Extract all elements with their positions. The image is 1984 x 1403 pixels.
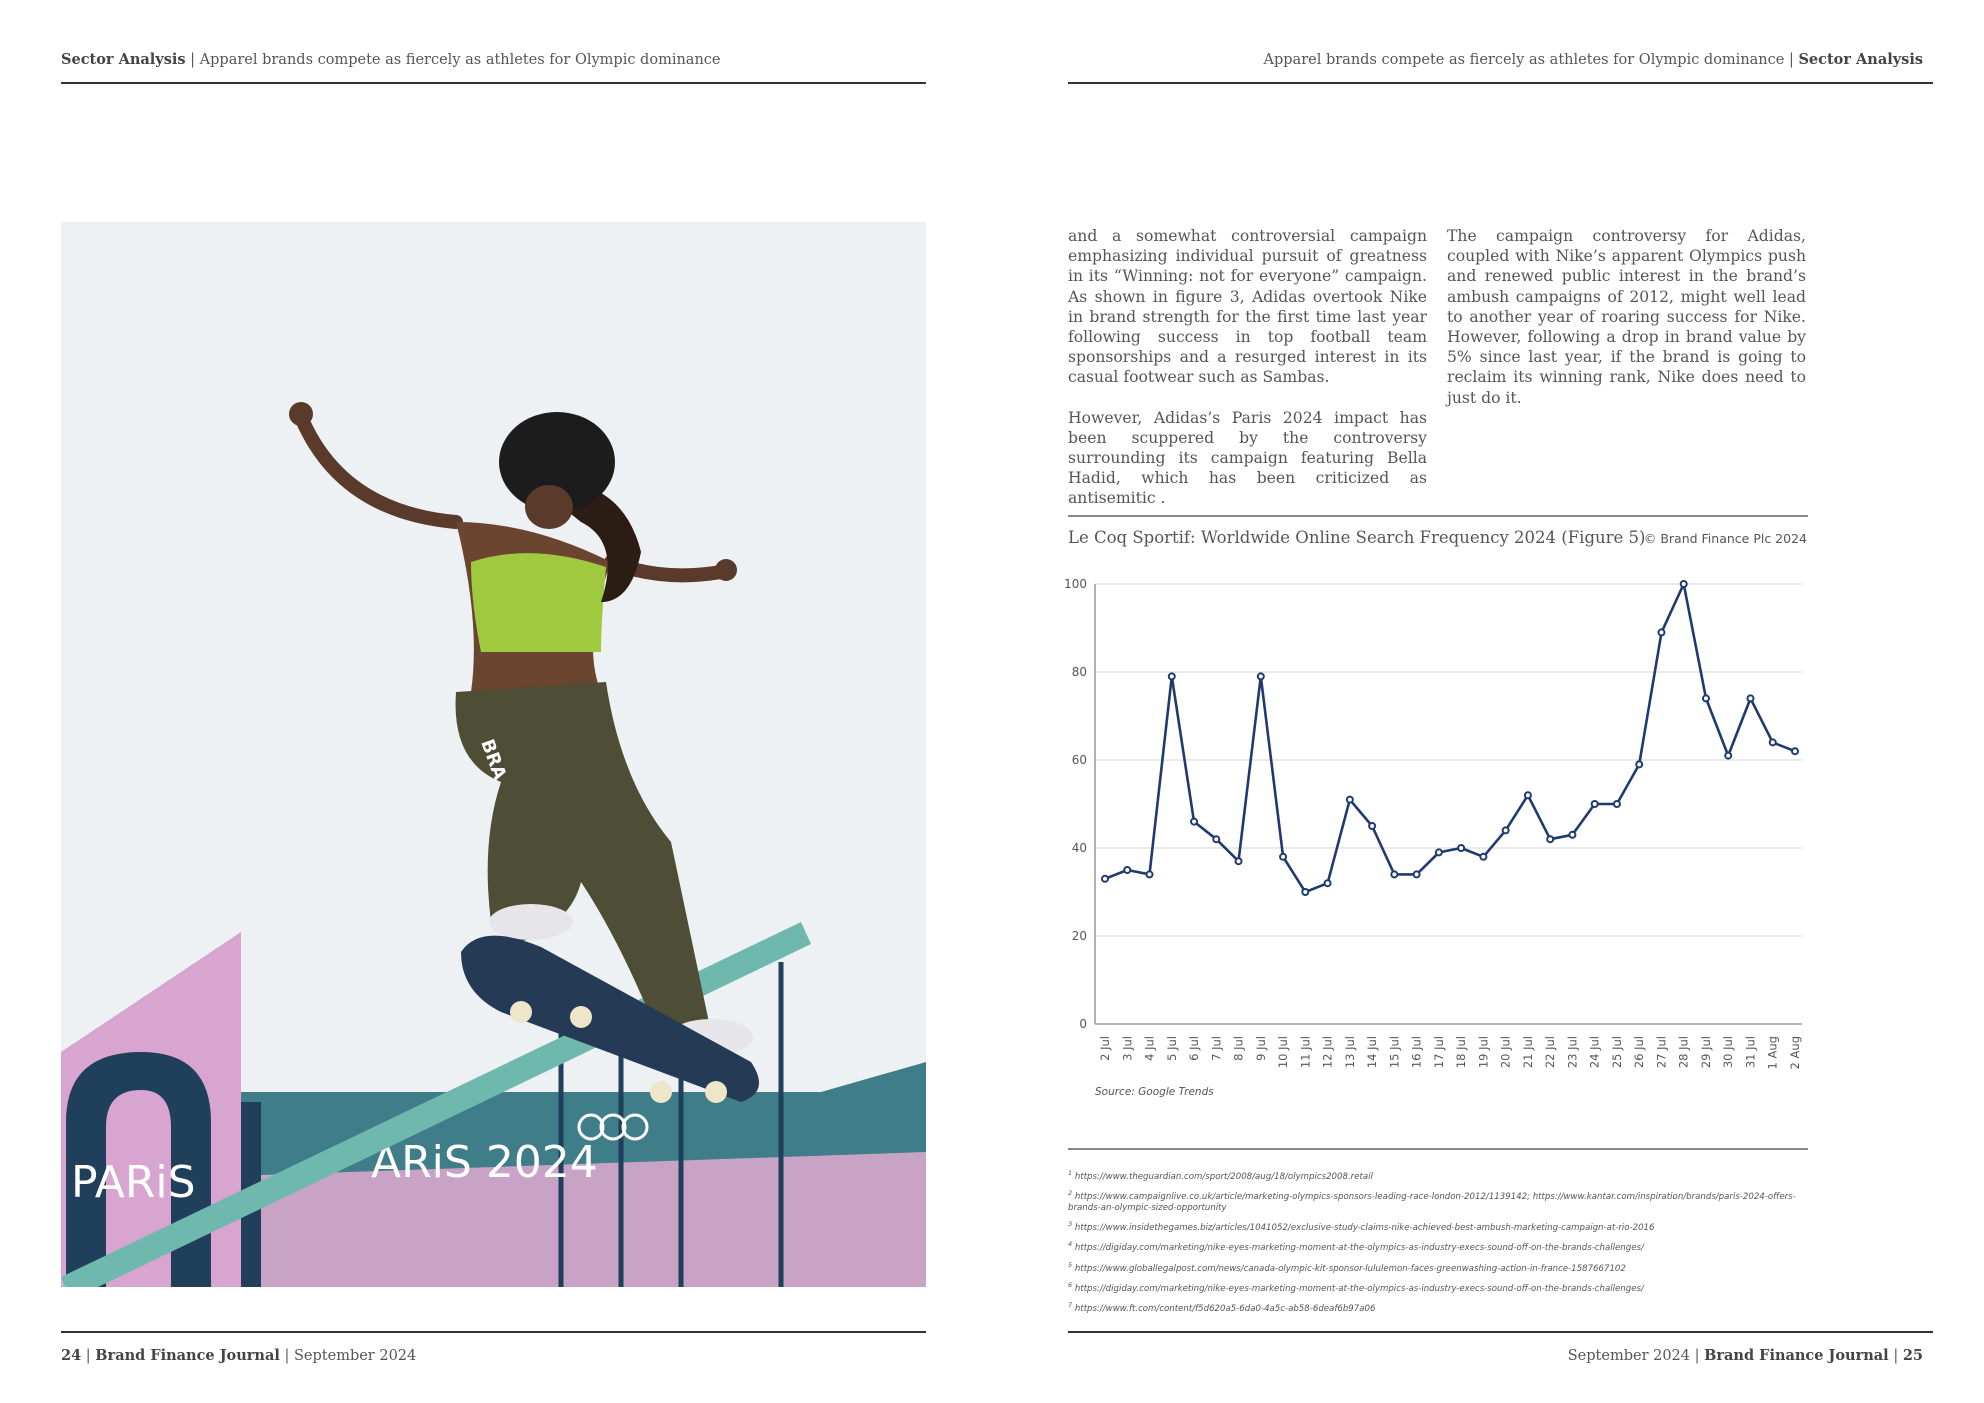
- data-point: [1792, 748, 1798, 754]
- data-point: [1770, 739, 1776, 745]
- footer-separator: |: [284, 1348, 290, 1364]
- data-point: [1703, 695, 1709, 701]
- running-footer-right: [1568, 1347, 1923, 1364]
- data-point: [1569, 832, 1575, 838]
- x-tick-label: 3 Jul: [1120, 1036, 1135, 1061]
- y-tick-label: 20: [1071, 929, 1087, 943]
- running-header-left: [61, 51, 720, 68]
- x-tick-label: 20 Jul: [1498, 1036, 1513, 1069]
- paragraph: and a somewhat controversial campaign emphasizing individual pursuit of greatness in its “Winning: not for everyone” campaign. As shown in figure 3, Adidas overtook Nike in brand strength for the first time last year following success in top football team sponsorships and a resurged interest in its casual footwear such as Sambas.: [1068, 227, 1427, 387]
- data-point: [1391, 871, 1397, 877]
- journal-name: Brand Finance Journal: [1704, 1347, 1889, 1364]
- y-tick-label: 80: [1071, 665, 1087, 679]
- x-tick-label: 11 Jul: [1298, 1036, 1313, 1069]
- page-number: 25: [1902, 1347, 1923, 1364]
- data-point: [1280, 854, 1286, 860]
- x-tick-label: 10 Jul: [1276, 1036, 1291, 1069]
- footnote: [1068, 1239, 1808, 1254]
- paragraph: However, Adidas’s Paris 2024 impact has been scuppered by the controversy surrounding its campaign featuring Bella Hadid, which has been criticized as antisemitic .: [1068, 408, 1427, 508]
- x-tick-label: 26 Jul: [1632, 1036, 1647, 1069]
- footnote-link[interactable]: https://www.insidethegames.biz/articles/1041052/exclusive-study-claims-nike-achieved-best-ambush-marketing-campaign-at-rio-2016: [1074, 1223, 1655, 1234]
- footnote-link[interactable]: https://digiday.com/marketing/nike-eyes-marketing-moment-at-the-olympics-as-industry-execs-sound-off-on-the-brands-challenges/: [1074, 1283, 1644, 1294]
- data-point: [1547, 836, 1553, 842]
- data-point: [1658, 629, 1664, 635]
- x-tick-label: 13 Jul: [1342, 1036, 1357, 1069]
- footnote-link[interactable]: https://www.globallegalpost.com/news/canada-olympic-kit-sponsor-lululemon-faces-greenwashing-action-in-france-1587667102: [1074, 1263, 1626, 1274]
- footer-separator: |: [1694, 1348, 1700, 1364]
- footnote-number: 4: [1068, 1240, 1073, 1249]
- figure-title: Le Coq Sportif: Worldwide Online Search Frequency 2024 (Figure 5): [1068, 528, 1646, 547]
- text-column-1: [1068, 226, 1427, 529]
- x-tick-label: 7 Jul: [1209, 1036, 1224, 1061]
- footnote: [1068, 1188, 1808, 1214]
- footnote: [1068, 1168, 1808, 1183]
- issue-date: September 2024: [1567, 1348, 1691, 1364]
- footnote: [1068, 1300, 1808, 1315]
- data-point: [1369, 823, 1375, 829]
- data-point: [1302, 889, 1308, 895]
- data-point: [1213, 836, 1219, 842]
- header-separator: |: [1788, 52, 1794, 68]
- footer-separator: |: [1893, 1348, 1899, 1364]
- x-tick-label: 24 Jul: [1587, 1036, 1602, 1069]
- footer-separator: |: [85, 1348, 91, 1364]
- page-number: 24: [61, 1347, 82, 1364]
- banner-text-left: PARiS: [71, 1157, 196, 1208]
- header-rule-right: [1068, 82, 1933, 84]
- data-point: [1191, 819, 1197, 825]
- footnote: [1068, 1280, 1808, 1295]
- figure-copyright: © Brand Finance Plc 2024: [1643, 531, 1807, 546]
- search-frequency-line-chart: [1060, 570, 1810, 1085]
- data-point: [1347, 797, 1353, 803]
- data-point: [1414, 871, 1420, 877]
- x-tick-label: 16 Jul: [1409, 1036, 1424, 1069]
- data-point: [1503, 827, 1509, 833]
- x-tick-label: 21 Jul: [1520, 1036, 1535, 1069]
- x-tick-label: 6 Jul: [1187, 1036, 1202, 1061]
- header-rule-left: [61, 82, 926, 84]
- skateboarder-photo: [61, 222, 926, 1287]
- data-point: [1681, 581, 1687, 587]
- footnote-number: 6: [1068, 1280, 1073, 1289]
- jersey-text: BRA: [476, 736, 511, 783]
- text-column-2: [1447, 226, 1806, 428]
- footnote: [1068, 1219, 1808, 1234]
- footnote-link[interactable]: https://www.campaignlive.co.uk/article/marketing-olympics-sponsors-leading-race-london-2012/1139142; https://www.kantar.com/inspiration/brands/paris-2024-offers-brands-an-olympic-sized-opportunity: [1068, 1192, 1796, 1214]
- footer-rule-right: [1068, 1331, 1933, 1333]
- x-tick-label: 17 Jul: [1431, 1036, 1446, 1069]
- series-line: [1105, 584, 1795, 892]
- x-tick-label: 5 Jul: [1164, 1036, 1179, 1061]
- footnotes: [1068, 1168, 1808, 1320]
- data-point: [1747, 695, 1753, 701]
- y-tick-label: 40: [1071, 841, 1087, 855]
- footnote-link[interactable]: https://www.theguardian.com/sport/2008/aug/18/olympics2008.retail: [1074, 1171, 1373, 1182]
- x-tick-label: 8 Jul: [1231, 1036, 1246, 1061]
- data-point: [1614, 801, 1620, 807]
- banner-text-right: ARiS 2024: [371, 1137, 598, 1188]
- data-point: [1169, 673, 1175, 679]
- x-tick-label: 25 Jul: [1609, 1036, 1624, 1069]
- x-tick-label: 29 Jul: [1698, 1036, 1713, 1069]
- footnote-link[interactable]: https://digiday.com/marketing/nike-eyes-marketing-moment-at-the-olympics-as-industry-execs-sound-off-on-the-brands-challenges/: [1074, 1243, 1644, 1254]
- header-separator: |: [190, 52, 196, 68]
- data-point: [1236, 858, 1242, 864]
- data-point: [1436, 849, 1442, 855]
- x-tick-label: 30 Jul: [1721, 1036, 1736, 1069]
- data-point: [1525, 792, 1531, 798]
- data-point: [1480, 854, 1486, 860]
- section-label: Sector Analysis: [1798, 51, 1923, 68]
- y-tick-label: 60: [1071, 753, 1087, 767]
- section-label: Sector Analysis: [61, 51, 186, 68]
- x-tick-label: 27 Jul: [1654, 1036, 1669, 1069]
- footnote-number: 5: [1068, 1260, 1073, 1269]
- x-tick-label: 2 Aug: [1788, 1036, 1802, 1070]
- footnote-link[interactable]: https://www.ft.com/content/f5d620a5-6da0-4a5c-ab58-6deaf6b97a06: [1074, 1303, 1376, 1314]
- footnote-number: 7: [1068, 1300, 1073, 1309]
- x-tick-label: 31 Jul: [1743, 1036, 1758, 1069]
- data-point: [1325, 880, 1331, 886]
- footer-rule-left: [61, 1331, 926, 1333]
- footnote-number: 3: [1068, 1220, 1073, 1229]
- article-title: Apparel brands compete as fiercely as athletes for Olympic dominance: [199, 52, 721, 68]
- data-point: [1725, 753, 1731, 759]
- y-tick-label: 100: [1064, 577, 1087, 591]
- x-tick-label: 15 Jul: [1387, 1036, 1402, 1069]
- chart-source: Source: Google Trends: [1095, 1086, 1214, 1098]
- footnote: [1068, 1260, 1808, 1275]
- x-tick-label: 22 Jul: [1543, 1036, 1558, 1069]
- data-point: [1458, 845, 1464, 851]
- data-point: [1592, 801, 1598, 807]
- x-tick-label: 1 Aug: [1765, 1036, 1780, 1070]
- data-point: [1147, 871, 1153, 877]
- figure-top-rule: [1068, 515, 1808, 517]
- x-tick-label: 19 Jul: [1476, 1036, 1491, 1069]
- x-tick-label: 9 Jul: [1253, 1036, 1268, 1061]
- x-tick-label: 2 Jul: [1098, 1036, 1112, 1061]
- data-point: [1102, 876, 1108, 882]
- running-header-right: [1264, 51, 1923, 68]
- issue-date: September 2024: [293, 1348, 417, 1364]
- running-footer-left: [61, 1347, 416, 1364]
- paragraph: The campaign controversy for Adidas, coupled with Nike’s apparent Olympics push and renewed public interest in the brand’s ambush campaigns of 2012, might well lead to another year of roaring success for Nike. However, following a drop in brand value by 5% since last year, if the brand is going to reclaim its winning rank, Nike does need to just do it.: [1447, 227, 1806, 407]
- x-tick-label: 23 Jul: [1565, 1036, 1580, 1069]
- x-tick-label: 12 Jul: [1320, 1036, 1335, 1069]
- footnote-number: 1: [1068, 1169, 1073, 1177]
- data-point: [1258, 673, 1264, 679]
- y-tick-label: 0: [1079, 1017, 1087, 1031]
- data-point: [1636, 761, 1642, 767]
- article-title: Apparel brands compete as fiercely as athletes for Olympic dominance: [1263, 52, 1785, 68]
- x-tick-label: 18 Jul: [1454, 1036, 1469, 1069]
- journal-name: Brand Finance Journal: [95, 1347, 280, 1364]
- x-tick-label: 14 Jul: [1365, 1036, 1380, 1069]
- x-tick-label: 28 Jul: [1676, 1036, 1691, 1069]
- figure-bottom-rule: [1068, 1148, 1808, 1150]
- footnote-number: 2: [1068, 1189, 1073, 1198]
- x-tick-label: 4 Jul: [1142, 1036, 1157, 1061]
- data-point: [1124, 867, 1130, 873]
